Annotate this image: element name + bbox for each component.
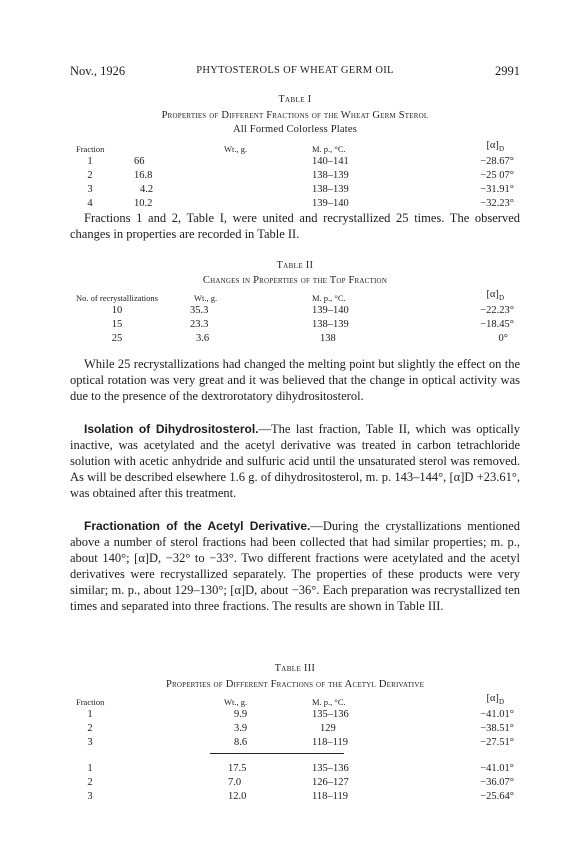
table-cell: 25 <box>111 333 123 345</box>
table-cell: −41.01° <box>480 709 514 721</box>
table-cell: 139–140 <box>312 198 349 210</box>
paragraph-4 <box>70 518 520 615</box>
table-row <box>72 776 518 790</box>
table-cell: 9.9 <box>234 709 248 721</box>
table-row <box>72 304 518 318</box>
col-fraction: Fraction <box>76 144 105 155</box>
table-cell: 16.8 <box>134 170 153 182</box>
paragraph-1 <box>70 210 520 242</box>
table-cell: −27.51° <box>480 737 514 749</box>
table-cell: 3 <box>87 184 93 196</box>
table-cell: 12.0 <box>228 791 247 803</box>
section-heading-isolation: Isolation of Dihydrositosterol. <box>84 422 259 436</box>
paragraph-text: —The last fraction, Table II, which was optically inactive, was acetylated and the acetyl derivative was treated in carbon tetrachloride solution with acetic anhydride and sulfuric acid until the unsaturated sterol was removed. As will be described elsewhere 1.6 g. of dihydrositosterol, m. p. 143–144°, [α]D +23.61°, was obtained after this treatment. <box>70 422 520 501</box>
table-cell: 35.3 <box>190 305 209 317</box>
table-row <box>72 736 518 750</box>
table-cell: 3 <box>87 791 93 803</box>
table3-title: Properties of Different Fractions of the Acetyl Derivative <box>165 679 425 690</box>
table-cell: 3 <box>87 737 93 749</box>
table-cell: −36.07° <box>480 777 514 789</box>
table1-subtitle: All Formed Colorless Plates <box>232 124 358 135</box>
table-cell: 2 <box>87 170 93 182</box>
table2-title: Changes in Properties of the Top Fraction <box>202 275 388 286</box>
table-row <box>72 197 518 211</box>
table-cell: 139–140 <box>312 305 349 317</box>
paragraph-text: Fractions 1 and 2, Table I, were united and recrystallized 25 times. The observed changes in properties are recorded in Table II. <box>70 211 520 242</box>
subscript-d: D <box>498 145 504 154</box>
paragraph-text: While 25 recrystallizations had changed the melting point but slightly the effect on the optical rotation was very great and it was believed that the change in optical activity was due to the presence of the dextrorotatory dihydrositosterol. <box>70 357 520 404</box>
table-cell: 140–141 <box>312 156 349 168</box>
table-row <box>72 332 518 346</box>
table3 <box>72 693 518 804</box>
table-header-row <box>72 289 518 304</box>
table-cell: −38.51° <box>480 723 514 735</box>
table-cell: 2 <box>87 723 93 735</box>
table-cell: −28.67° <box>480 156 514 168</box>
table-cell: 1 <box>87 156 93 168</box>
table2-label: Table II <box>276 260 314 271</box>
table2 <box>72 289 518 346</box>
col-melting-point: M. p., °C. <box>312 697 346 708</box>
col-rotation: $[\alpha]_D$ <box>486 140 504 154</box>
table-cell: 4.2 <box>140 184 154 196</box>
running-header <box>70 64 520 80</box>
table-cell: 138 <box>320 333 336 345</box>
table-cell: 15 <box>111 319 123 331</box>
col-fraction: Fraction <box>76 697 105 708</box>
col-weight: Wt., g. <box>224 144 248 155</box>
table-cell: 17.5 <box>228 763 247 775</box>
table-cell: −18.45° <box>480 319 514 331</box>
table-cell: 1 <box>87 763 93 775</box>
table-cell: 10.2 <box>134 198 153 210</box>
table-cell: 8.6 <box>234 737 248 749</box>
table3-label: Table III <box>274 663 316 674</box>
subscript-d: D <box>498 698 504 707</box>
table1-body <box>72 155 518 211</box>
table-row <box>72 722 518 736</box>
table-cell: 7.0 <box>228 777 242 789</box>
table-row <box>72 318 518 332</box>
col-weight: Wt., g. <box>224 697 248 708</box>
table2-body <box>72 304 518 346</box>
col-weight: Wt., g. <box>194 293 218 304</box>
table-cell: −22.23° <box>480 305 514 317</box>
table-cell: 126–127 <box>312 777 349 789</box>
paragraph-text: —During the crystallizations mentioned above a number of sterol fractions had been collected that had similar properties; m. p., about 140°; [α]D, −32° to −33°. Two different fractions were acetylated and the acetyl derivatives were recrystallized separately. The properties of these products were very similar; m. p., about 129–130°; [α]D, about −36°. Each preparation was recrystallized ten times and separated into three fractions. The results are shown in Table III. <box>70 519 520 614</box>
paragraph-3 <box>70 421 520 501</box>
table-cell: 135–136 <box>312 709 349 721</box>
col-melting-point: M. p., °C. <box>312 293 346 304</box>
table1 <box>72 140 518 211</box>
table-cell: −25.64° <box>480 791 514 803</box>
table-cell: 3.6 <box>196 333 210 345</box>
col-melting-point: M. p., °C. <box>312 144 346 155</box>
table-cell: 2 <box>87 777 93 789</box>
table-cell: 4 <box>87 198 93 210</box>
table3-group-divider <box>210 753 344 754</box>
table-cell: −25 07° <box>480 170 514 182</box>
table-cell: 138–139 <box>312 184 349 196</box>
header-date: Nov., 1926 <box>70 64 126 78</box>
table-cell: 129 <box>320 723 336 735</box>
table-cell: −31.91° <box>480 184 514 196</box>
table1-title: Properties of Different Fractions of the Wheat Germ Sterol <box>161 110 429 121</box>
table-cell: 138–139 <box>312 170 349 182</box>
table-cell: 118–119 <box>312 791 348 803</box>
table-header-row <box>72 693 518 708</box>
table3-body <box>72 708 518 804</box>
page-number: 2991 <box>495 64 520 78</box>
table-row <box>72 790 518 804</box>
table-cell: 118–119 <box>312 737 348 749</box>
table-cell: 138–139 <box>312 319 349 331</box>
subscript-d: D <box>498 294 504 303</box>
table-cell: 10 <box>111 305 123 317</box>
table-cell: 3.9 <box>234 723 248 735</box>
col-rotation: $[\alpha]_D$ <box>486 693 504 707</box>
table-cell: 135–136 <box>312 763 349 775</box>
paragraph-2 <box>70 356 520 404</box>
table-header-row <box>72 140 518 155</box>
table1-label: Table I <box>278 94 312 105</box>
table-row <box>72 708 518 722</box>
table-cell: 0° <box>498 333 508 345</box>
section-heading-fractionation: Fractionation of the Acetyl Derivative. <box>84 519 311 533</box>
table-row <box>72 183 518 197</box>
table-cell: 1 <box>87 709 93 721</box>
table-row <box>72 155 518 169</box>
table-row <box>72 169 518 183</box>
table-cell: 66 <box>134 156 145 168</box>
table-cell: −41.01° <box>480 763 514 775</box>
table-cell: −32.23° <box>480 198 514 210</box>
table-cell: 23.3 <box>190 319 209 331</box>
col-rotation: $[\alpha]_D$ <box>486 289 504 303</box>
header-title: PHYTOSTEROLS OF WHEAT GERM OIL <box>196 65 394 76</box>
col-recrystallizations: No. of recrystallizations <box>76 293 158 304</box>
